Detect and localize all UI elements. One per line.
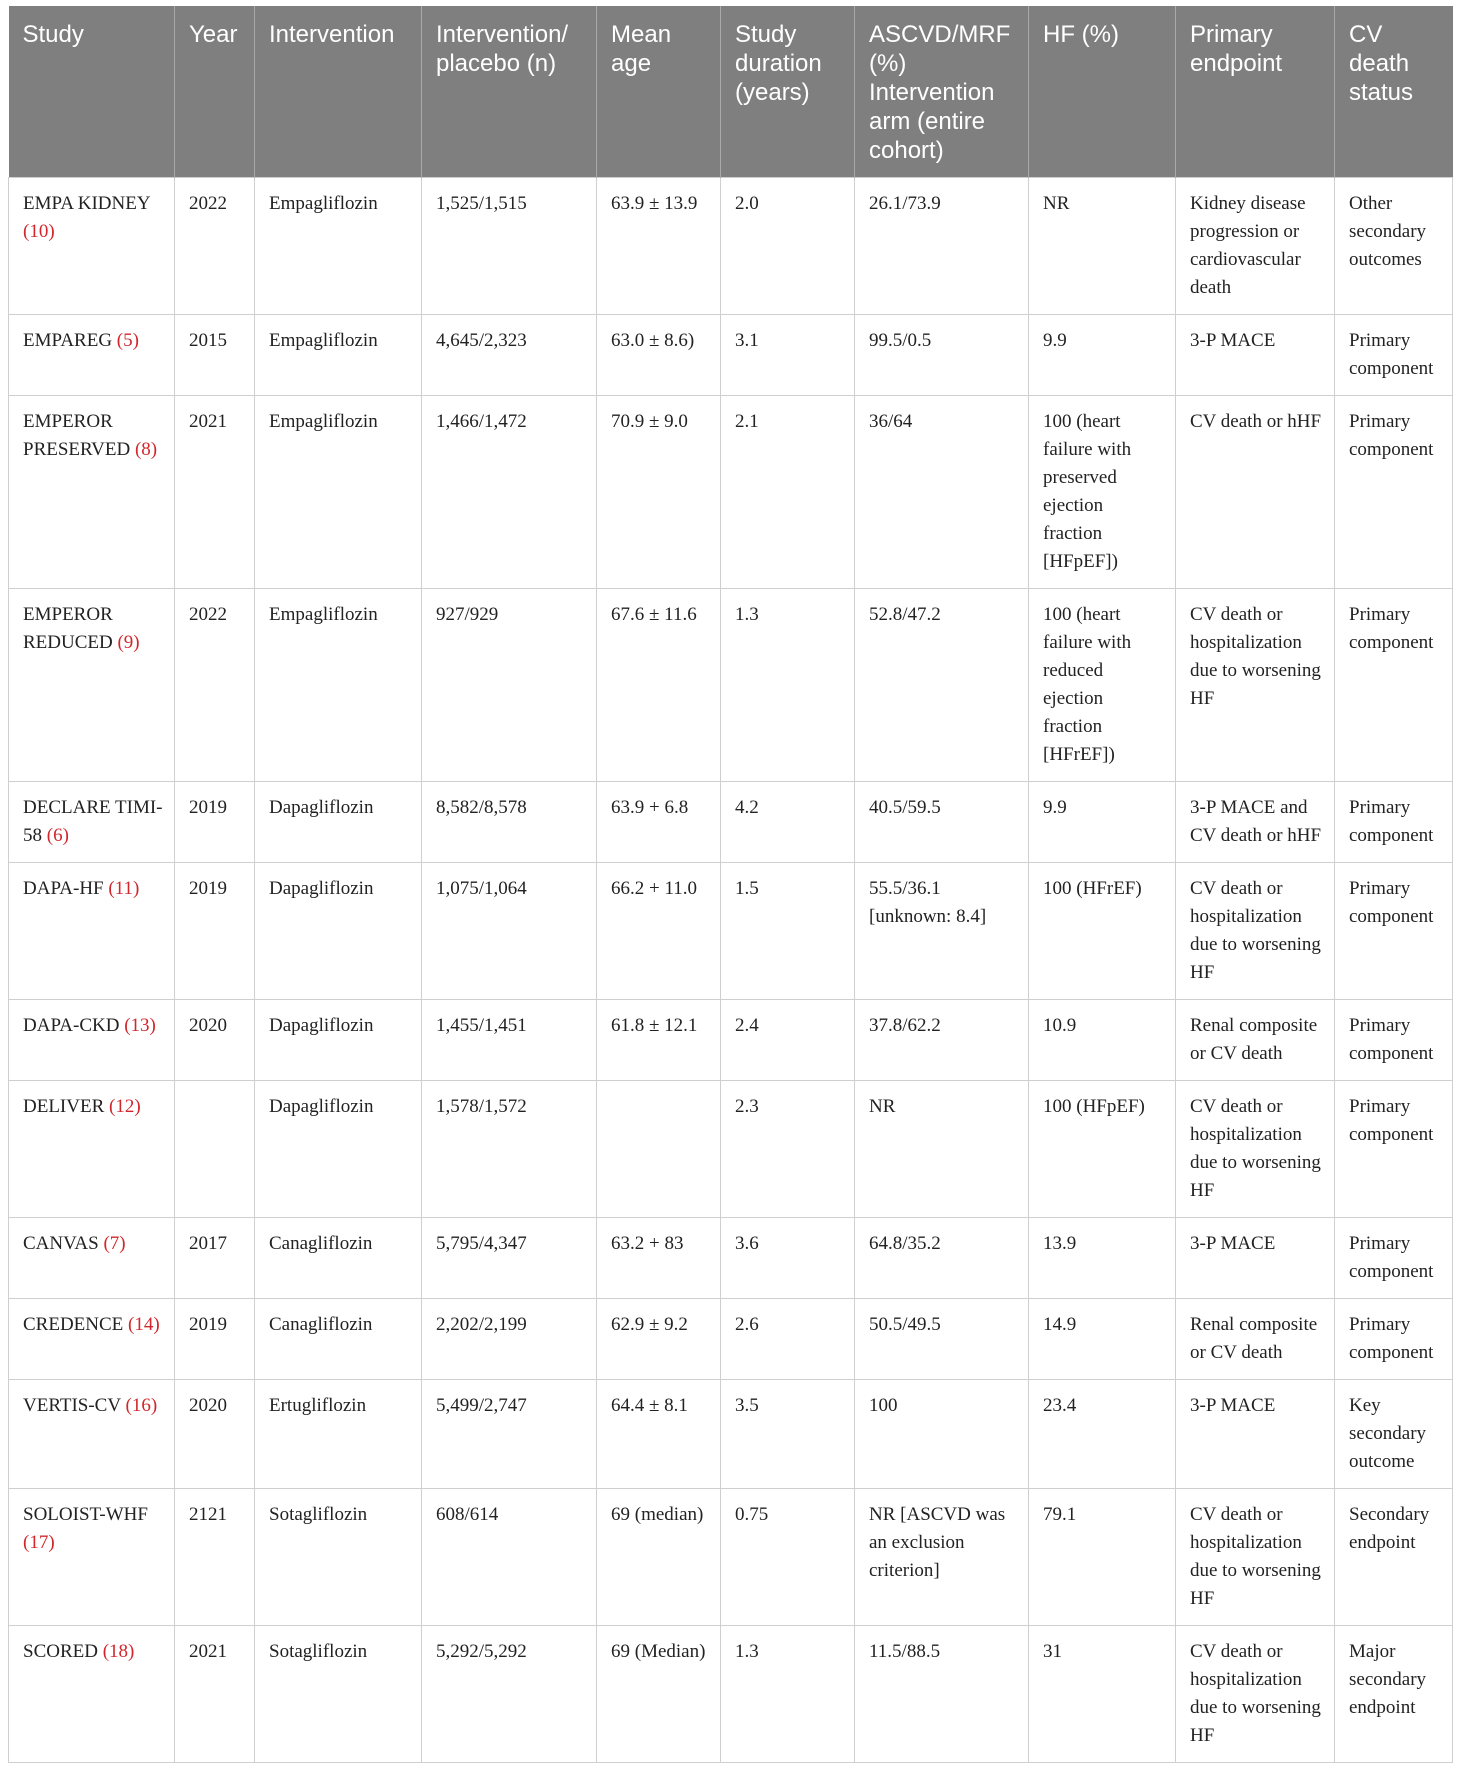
year-cell: 2121 [175,1489,255,1626]
column-header-mean-age: Mean age [597,6,721,178]
cv-death-status-cell: Major secondary endpoint [1335,1626,1453,1763]
cv-death-status-cell: Primary component [1335,863,1453,1000]
table-row [9,1218,1453,1299]
study-cell [9,1218,175,1299]
intervention-placebo-n-cell: 5,795/4,347 [422,1218,597,1299]
intervention-placebo-n-cell: 608/614 [422,1489,597,1626]
study-cell [9,589,175,782]
primary-endpoint-cell: CV death or hospitalization due to worsening HF [1176,1081,1335,1218]
cv-death-status-cell: Primary component [1335,315,1453,396]
study-duration-cell: 2.0 [721,178,855,315]
hf-cell: 100 (HFpEF) [1029,1081,1176,1218]
column-header-intervention-placebo-n: Intervention/ placebo (n) [422,6,597,178]
table-row [9,396,1453,589]
study-name: SCORED [23,1641,98,1662]
primary-endpoint-cell: 3-P MACE and CV death or hHF [1176,782,1335,863]
cv-death-status-cell: Primary component [1335,1218,1453,1299]
reference-link[interactable]: (13) [124,1015,156,1036]
hf-cell: 9.9 [1029,782,1176,863]
table-row [9,1299,1453,1380]
cv-death-status-cell: Secondary endpoint [1335,1489,1453,1626]
mean-age-cell: 70.9 ± 9.0 [597,396,721,589]
ascvd-mrf-cell: 37.8/62.2 [855,1000,1029,1081]
year-cell: 2022 [175,589,255,782]
study-duration-cell: 2.6 [721,1299,855,1380]
mean-age-cell: 63.9 + 6.8 [597,782,721,863]
mean-age-cell: 62.9 ± 9.2 [597,1299,721,1380]
column-header-year: Year [175,6,255,178]
reference-link[interactable]: (16) [125,1395,158,1416]
hf-cell: 13.9 [1029,1218,1176,1299]
ascvd-mrf-cell: 52.8/47.2 [855,589,1029,782]
study-duration-cell: 1.5 [721,863,855,1000]
hf-cell: 23.4 [1029,1380,1176,1489]
intervention-cell: Dapagliflozin [255,863,422,1000]
intervention-cell: Dapagliflozin [255,1081,422,1218]
study-cell [9,396,175,589]
table-row [9,1000,1453,1081]
study-duration-cell: 0.75 [721,1489,855,1626]
intervention-placebo-n-cell: 8,582/8,578 [422,782,597,863]
intervention-placebo-n-cell: 1,525/1,515 [422,178,597,315]
study-duration-cell: 1.3 [721,589,855,782]
study-cell [9,1081,175,1218]
cv-death-status-cell: Primary component [1335,1000,1453,1081]
ascvd-mrf-cell: NR [855,1081,1029,1218]
mean-age-cell: 63.2 + 83 [597,1218,721,1299]
reference-link[interactable]: (7) [103,1233,126,1254]
table-row [9,1380,1453,1489]
intervention-placebo-n-cell: 1,455/1,451 [422,1000,597,1081]
year-cell [175,1081,255,1218]
table-row [9,1626,1453,1763]
hf-cell: 79.1 [1029,1489,1176,1626]
year-cell: 2020 [175,1000,255,1081]
column-header-study: Study [9,6,175,178]
intervention-placebo-n-cell: 5,292/5,292 [422,1626,597,1763]
mean-age-cell: 67.6 ± 11.6 [597,589,721,782]
primary-endpoint-cell: CV death or hospitalization due to worsening HF [1176,1626,1335,1763]
primary-endpoint-cell: CV death or hospitalization due to worsening HF [1176,589,1335,782]
mean-age-cell: 69 (Median) [597,1626,721,1763]
study-duration-cell: 2.1 [721,396,855,589]
table-row [9,1081,1453,1218]
hf-cell: 100 (HFrEF) [1029,863,1176,1000]
study-cell [9,863,175,1000]
study-cell [9,1489,175,1626]
primary-endpoint-cell: Renal composite or CV death [1176,1299,1335,1380]
column-header-primary-endpoint: Primary endpoint [1176,6,1335,178]
intervention-cell: Canagliflozin [255,1218,422,1299]
study-duration-cell: 3.1 [721,315,855,396]
intervention-cell: Sotagliflozin [255,1489,422,1626]
column-header-hf: HF (%) [1029,6,1176,178]
study-duration-cell: 3.5 [721,1380,855,1489]
header-row [9,6,1453,178]
intervention-cell: Empagliflozin [255,396,422,589]
intervention-cell: Dapagliflozin [255,1000,422,1081]
hf-cell: NR [1029,178,1176,315]
reference-link[interactable]: (8) [134,439,158,460]
year-cell: 2015 [175,315,255,396]
reference-link[interactable]: (6) [46,825,69,846]
study-name: DAPA-HF [23,878,104,899]
primary-endpoint-cell: CV death or hHF [1176,396,1335,589]
column-header-ascvd-mrf: ASCVD/MRF (%) Intervention arm (entire cohort) [855,6,1029,178]
study-name: EMPEROR PRESERVED [23,411,131,460]
intervention-cell: Dapagliflozin [255,782,422,863]
intervention-cell: Ertugliflozin [255,1380,422,1489]
intervention-cell: Sotagliflozin [255,1626,422,1763]
reference-link[interactable]: (11) [108,878,140,899]
cv-death-status-cell: Primary component [1335,396,1453,589]
study-duration-cell: 1.3 [721,1626,855,1763]
intervention-placebo-n-cell: 1,466/1,472 [422,396,597,589]
cv-death-status-cell: Key secondary outcome [1335,1380,1453,1489]
year-cell: 2021 [175,1626,255,1763]
cv-death-status-cell: Primary component [1335,1081,1453,1218]
intervention-placebo-n-cell: 927/929 [422,589,597,782]
study-cell [9,1380,175,1489]
year-cell: 2021 [175,396,255,589]
intervention-placebo-n-cell: 2,202/2,199 [422,1299,597,1380]
study-cell [9,178,175,315]
study-name: DELIVER [23,1096,105,1117]
study-name: DAPA-CKD [23,1015,120,1036]
reference-link[interactable]: (10) [23,221,55,242]
study-cell [9,1626,175,1763]
year-cell: 2020 [175,1380,255,1489]
ascvd-mrf-cell: 40.5/59.5 [855,782,1029,863]
reference-link[interactable]: (9) [117,632,140,653]
reference-link[interactable]: (14) [128,1314,160,1335]
study-duration-cell: 2.3 [721,1081,855,1218]
ascvd-mrf-cell: 11.5/88.5 [855,1626,1029,1763]
reference-link[interactable]: (17) [23,1532,55,1553]
intervention-cell: Empagliflozin [255,315,422,396]
table-header [9,6,1453,178]
table-row [9,589,1453,782]
reference-link[interactable]: (18) [102,1641,135,1662]
mean-age-cell: 69 (median) [597,1489,721,1626]
study-duration-cell: 3.6 [721,1218,855,1299]
year-cell: 2019 [175,782,255,863]
table-row [9,863,1453,1000]
ascvd-mrf-cell: 26.1/73.9 [855,178,1029,315]
study-name: VERTIS-CV [23,1395,121,1416]
study-name: DECLARE TIMI-58 [23,797,163,846]
table-row [9,782,1453,863]
table-body [9,178,1453,1763]
ascvd-mrf-cell: 99.5/0.5 [855,315,1029,396]
cv-death-status-cell: Other secondary outcomes [1335,178,1453,315]
ascvd-mrf-cell: 64.8/35.2 [855,1218,1029,1299]
cv-death-status-cell: Primary component [1335,782,1453,863]
reference-link[interactable]: (12) [109,1096,141,1117]
hf-cell: 100 (heart failure with reduced ejection fraction [HFrEF]) [1029,589,1176,782]
intervention-placebo-n-cell: 5,499/2,747 [422,1380,597,1489]
primary-endpoint-cell: CV death or hospitalization due to worsening HF [1176,1489,1335,1626]
column-header-study-duration: Study duration (years) [721,6,855,178]
cv-death-status-cell: Primary component [1335,589,1453,782]
column-header-intervention: Intervention [255,6,422,178]
intervention-placebo-n-cell: 1,075/1,064 [422,863,597,1000]
study-cell [9,1000,175,1081]
study-cell [9,782,175,863]
hf-cell: 9.9 [1029,315,1176,396]
mean-age-cell: 64.4 ± 8.1 [597,1380,721,1489]
hf-cell: 31 [1029,1626,1176,1763]
intervention-placebo-n-cell: 1,578/1,572 [422,1081,597,1218]
cv-death-status-cell: Primary component [1335,1299,1453,1380]
table-row [9,1489,1453,1626]
study-duration-cell: 4.2 [721,782,855,863]
mean-age-cell: 66.2 + 11.0 [597,863,721,1000]
hf-cell: 10.9 [1029,1000,1176,1081]
intervention-cell: Empagliflozin [255,589,422,782]
year-cell: 2022 [175,178,255,315]
ascvd-mrf-cell: 55.5/36.1 [unknown: 8.4] [855,863,1029,1000]
intervention-placebo-n-cell: 4,645/2,323 [422,315,597,396]
primary-endpoint-cell: 3-P MACE [1176,1218,1335,1299]
hf-cell: 100 (heart failure with preserved ejection fraction [HFpEF]) [1029,396,1176,589]
table-row [9,178,1453,315]
study-duration-cell: 2.4 [721,1000,855,1081]
study-name: SOLOIST-WHF [23,1504,148,1525]
primary-endpoint-cell: Renal composite or CV death [1176,1000,1335,1081]
intervention-cell: Canagliflozin [255,1299,422,1380]
year-cell: 2019 [175,863,255,1000]
primary-endpoint-cell: CV death or hospitalization due to worsening HF [1176,863,1335,1000]
intervention-cell: Empagliflozin [255,178,422,315]
primary-endpoint-cell: 3-P MACE [1176,1380,1335,1489]
table-row [9,315,1453,396]
ascvd-mrf-cell: 36/64 [855,396,1029,589]
study-name: EMPAREG [23,330,113,351]
study-cell [9,315,175,396]
mean-age-cell: 61.8 ± 12.1 [597,1000,721,1081]
study-name: CANVAS [23,1233,99,1254]
column-header-cv-death-status: CV death status [1335,6,1453,178]
study-cell [9,1299,175,1380]
mean-age-cell [597,1081,721,1218]
year-cell: 2019 [175,1299,255,1380]
hf-cell: 14.9 [1029,1299,1176,1380]
study-name: EMPA KIDNEY [23,193,150,214]
study-name: CREDENCE [23,1314,124,1335]
ascvd-mrf-cell: 100 [855,1380,1029,1489]
ascvd-mrf-cell: 50.5/49.5 [855,1299,1029,1380]
primary-endpoint-cell: 3-P MACE [1176,315,1335,396]
primary-endpoint-cell: Kidney disease progression or cardiovascular death [1176,178,1335,315]
mean-age-cell: 63.9 ± 13.9 [597,178,721,315]
study-name: EMPEROR REDUCED [23,604,113,653]
reference-link[interactable]: (5) [116,330,139,351]
mean-age-cell: 63.0 ± 8.6) [597,315,721,396]
sglt2-trials-table [8,6,1453,1763]
ascvd-mrf-cell: NR [ASCVD was an exclusion criterion] [855,1489,1029,1626]
year-cell: 2017 [175,1218,255,1299]
